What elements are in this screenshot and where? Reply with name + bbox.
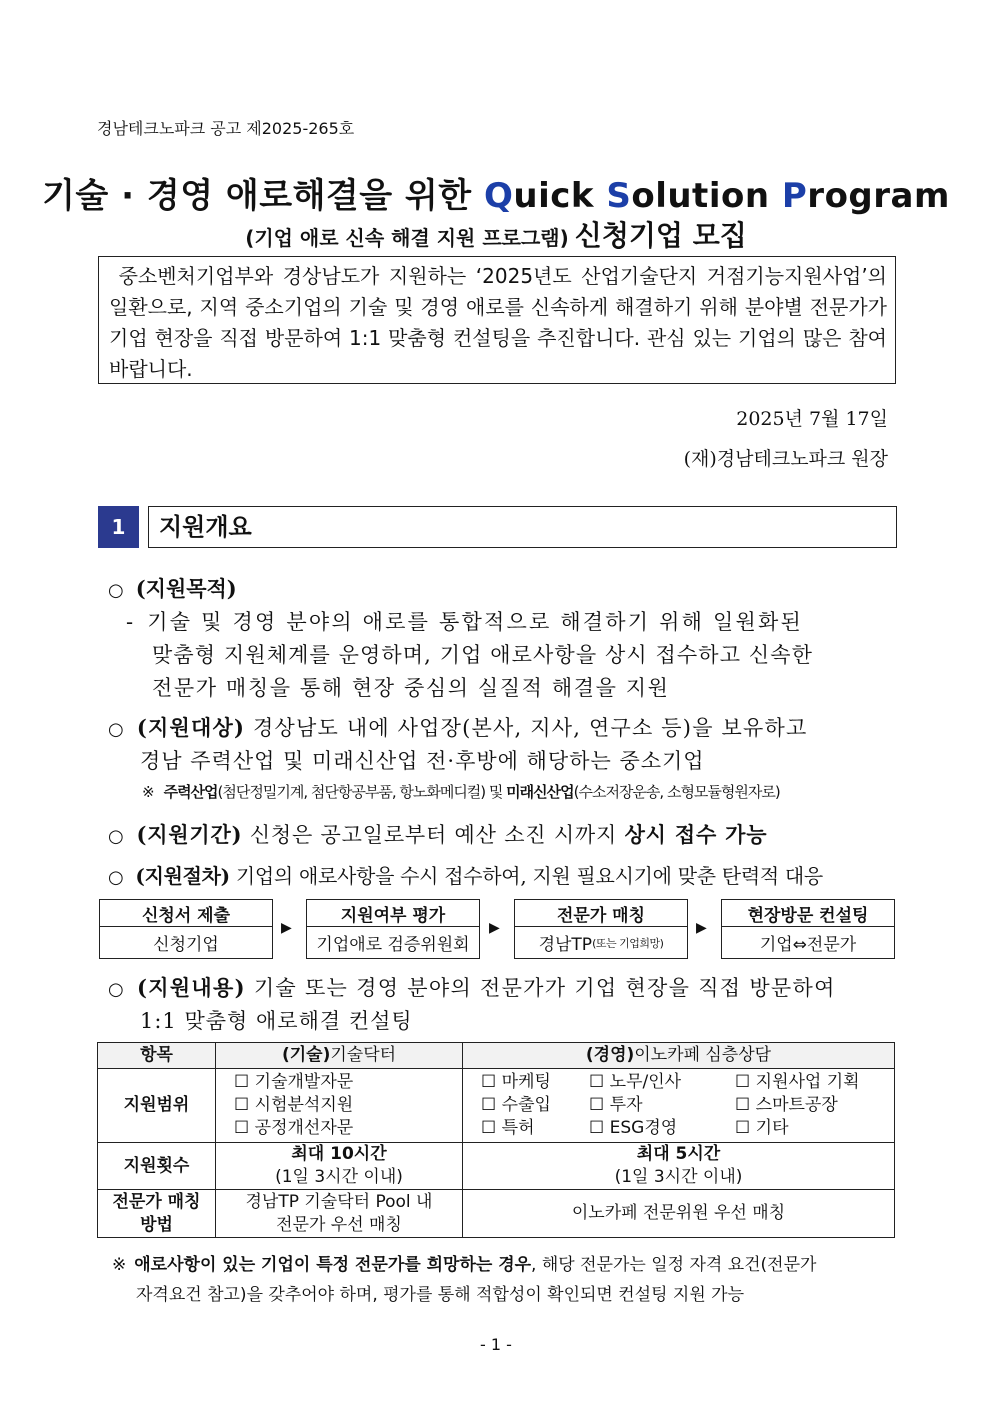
page-subtitle: (기업 애로 신속 해결 지원 프로그램) 신청기업 모집 bbox=[245, 219, 747, 252]
target-note: ※ 주력산업(첨단정밀기계, 첨단항공부품, 항노화메디컬) 및 미래신산업(수소저장운송, 소형모듈형원자로) bbox=[142, 783, 780, 801]
period-line: ○ (지원기간) 신청은 공고일로부터 예산 소진 시까지 상시 접수 가능 bbox=[108, 822, 768, 847]
purpose-line-2: 맞춤형 지원체계를 운영하며, 기업 애로사항을 상시 접수하고 신속한 bbox=[152, 643, 814, 667]
footnote: ※ 애로사항이 있는 기업이 특정 전문가를 희망하는 경우, 해당 전문가는 일정 자격 요건(전문가 자격요건 참고)을 갖추어야 하며, 평가를 통해 적합성이 확인되면 컨설팅 지원 가능 bbox=[112, 1255, 817, 1305]
tech-count: 최대 10시간 (1일 3시간 이내) bbox=[216, 1143, 463, 1190]
row-label-scope: 지원범위 bbox=[98, 1069, 216, 1143]
row-label-matching: 전문가 매칭 방법 bbox=[98, 1190, 216, 1238]
period-highlight: 상시 접수 가능 bbox=[624, 822, 768, 847]
notice-date: 2025년 7월 17일 bbox=[736, 408, 888, 430]
procedure-step-4: 현장방문 컨설팅 기업⇔전문가 bbox=[721, 899, 895, 959]
section-title: 지원개요 bbox=[148, 506, 897, 548]
content-heading: ○ (지원내용) 기술 또는 경영 분야의 전문가가 기업 현장을 직접 방문하여 bbox=[108, 975, 836, 1000]
page-title: 기술 · 경영 애로해결을 위한 Quick Solution Program bbox=[42, 176, 950, 216]
mgmt-scope: ☐ 마케팅 ☐ 노무/인사 ☐ 지원사업 기획 ☐ 수출입 ☐ 투자 ☐ 스마트공장 ☐ 특허 ☐ ESG경영 ☐ 기타 bbox=[463, 1069, 895, 1143]
arrow-icon: ▶ bbox=[696, 920, 707, 936]
issuer: (재)경남테크노파크 원장 bbox=[683, 448, 888, 470]
section-number: 1 bbox=[98, 506, 139, 548]
table-header-tech: (기술)기술닥터 bbox=[216, 1043, 463, 1069]
support-table bbox=[97, 1042, 895, 1238]
purpose-line-3: 전문가 매칭을 통해 현장 중심의 실질적 해결을 지원 bbox=[152, 676, 670, 700]
table-header-mgmt: (경영)이노카페 심층상담 bbox=[463, 1043, 895, 1069]
purpose-heading: ○ (지원목적) bbox=[108, 576, 237, 601]
intro-text: 중소벤처기업부와 경상남도가 지원하는 ‘2025년도 산업기술단지 거점기능지원사업’의 일환으로, 지역 중소기업의 기술 및 경영 애로를 신속하게 해결하기 위해 분야별 전문가가 기업 현장을 직접 방문하여 1:1 맞춤형 컨설팅을 추진합니다. 관심 있는 기업의 많은 참여 바랍니다. bbox=[109, 264, 888, 381]
intro-box bbox=[98, 256, 896, 384]
procedure-step-3: 전문가 매칭 경남TP (또는 기업희망) bbox=[514, 899, 688, 959]
procedure-line: ○ (지원절차) 기업의 애로사항을 수시 접수하여, 지원 필요시기에 맞춘 탄력적 대응 bbox=[108, 864, 823, 888]
procedure-step-2: 지원여부 평가 기업애로 검증위원회 bbox=[306, 899, 480, 959]
mgmt-matching: 이노카페 전문위원 우선 매칭 bbox=[463, 1190, 895, 1238]
arrow-icon: ▶ bbox=[489, 920, 500, 936]
tech-scope: ☐ 기술개발자문 ☐ 시험분석지원 ☐ 공정개선자문 bbox=[216, 1069, 463, 1143]
content-line-2: 1:1 맞춤형 애로해결 컨설팅 bbox=[140, 1009, 413, 1033]
page-number: - 1 - bbox=[480, 1335, 512, 1354]
target-heading: ○ (지원대상) 경상남도 내에 사업장(본사, 지사, 연구소 등)을 보유하고 bbox=[108, 715, 808, 740]
row-label-count: 지원횟수 bbox=[98, 1143, 216, 1190]
tech-matching: 경남TP 기술닥터 Pool 내 전문가 우선 매칭 bbox=[216, 1190, 463, 1238]
procedure-step-1: 신청서 제출 신청기업 bbox=[99, 899, 273, 959]
table-header-item: 항목 bbox=[98, 1043, 216, 1069]
arrow-icon: ▶ bbox=[281, 920, 292, 936]
mgmt-count: 최대 5시간 (1일 3시간 이내) bbox=[463, 1143, 895, 1190]
notice-number: 경남테크노파크 공고 제2025-265호 bbox=[97, 119, 355, 138]
target-line-2: 경남 주력산업 및 미래신산업 전·후방에 해당하는 중소기업 bbox=[140, 749, 705, 773]
purpose-line-1: - 기술 및 경영 분야의 애로를 통합적으로 해결하기 위해 일원화된 bbox=[126, 610, 803, 634]
